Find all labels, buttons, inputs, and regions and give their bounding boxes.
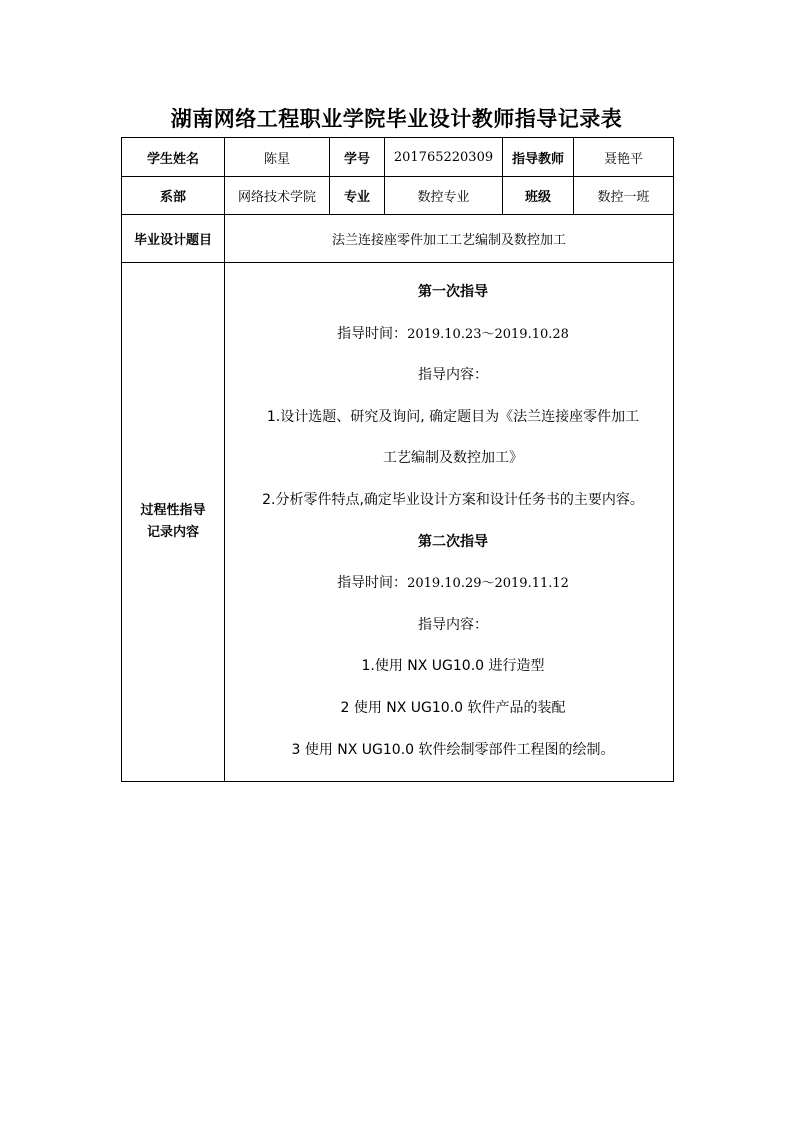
- topic-value: 法兰连接座零件加工工艺编制及数控加工: [225, 215, 674, 263]
- class-label: 班级: [503, 177, 574, 215]
- table-row: [122, 263, 674, 782]
- student-name-label: 学生姓名: [122, 138, 225, 177]
- time-label: 指导时间：: [337, 575, 408, 592]
- record-content: [225, 263, 674, 782]
- document-title: 湖南网络工程职业学院毕业设计教师指导记录表: [170, 107, 623, 131]
- second-item1: 1.使用 NX UG10.0 进行造型: [361, 658, 545, 675]
- second-guidance-heading: 第二次指导: [418, 533, 488, 550]
- student-id-value: 201765220309: [385, 138, 503, 177]
- table-row: [122, 215, 674, 263]
- record-label: [122, 263, 225, 782]
- first-item1-line2: 工艺编制及数控加工》: [383, 450, 523, 467]
- record-label-line: 记录内容: [146, 525, 199, 541]
- record-label-line: 过程性指导: [140, 503, 206, 519]
- first-item1-line1: 1.设计选题、研究及询问, 确定题目为《法兰连接座零件加工: [266, 408, 640, 425]
- teacher-label: 指导教师: [503, 138, 574, 177]
- department-value: 网络技术学院: [225, 177, 330, 215]
- first-guidance-time: [233, 324, 673, 366]
- major-label: 专业: [330, 177, 385, 215]
- student-name-value: 陈星: [225, 138, 330, 177]
- second-item3: 3 使用 NX UG10.0 软件绘制零部件工程图的绘制。: [291, 741, 615, 758]
- major-value: 数控专业: [385, 177, 503, 215]
- second-item2: 2 使用 NX UG10.0 软件产品的装配: [340, 699, 566, 716]
- table-row: [122, 138, 674, 177]
- department-label: 系部: [122, 177, 225, 215]
- first-content-label: 指导内容：: [418, 367, 488, 384]
- first-guidance-heading: 第一次指导: [418, 284, 488, 300]
- table-row: [122, 177, 674, 215]
- second-content-label: 指导内容：: [418, 616, 488, 633]
- time-label: 指导时间：: [337, 325, 408, 342]
- guidance-record-table: [121, 137, 674, 782]
- second-guidance-time: [233, 573, 673, 615]
- teacher-value: 聂艳平: [574, 138, 674, 177]
- topic-label: 毕业设计题目: [122, 215, 225, 263]
- time-value: 2019.10.29～2019.11.12: [407, 576, 569, 592]
- student-id-label: 学号: [330, 138, 385, 177]
- time-value: 2019.10.23～2019.10.28: [407, 326, 569, 342]
- class-value: 数控一班: [574, 177, 674, 215]
- first-item2: 2.分析零件特点,确定毕业设计方案和设计任务书的主要内容。: [262, 491, 644, 508]
